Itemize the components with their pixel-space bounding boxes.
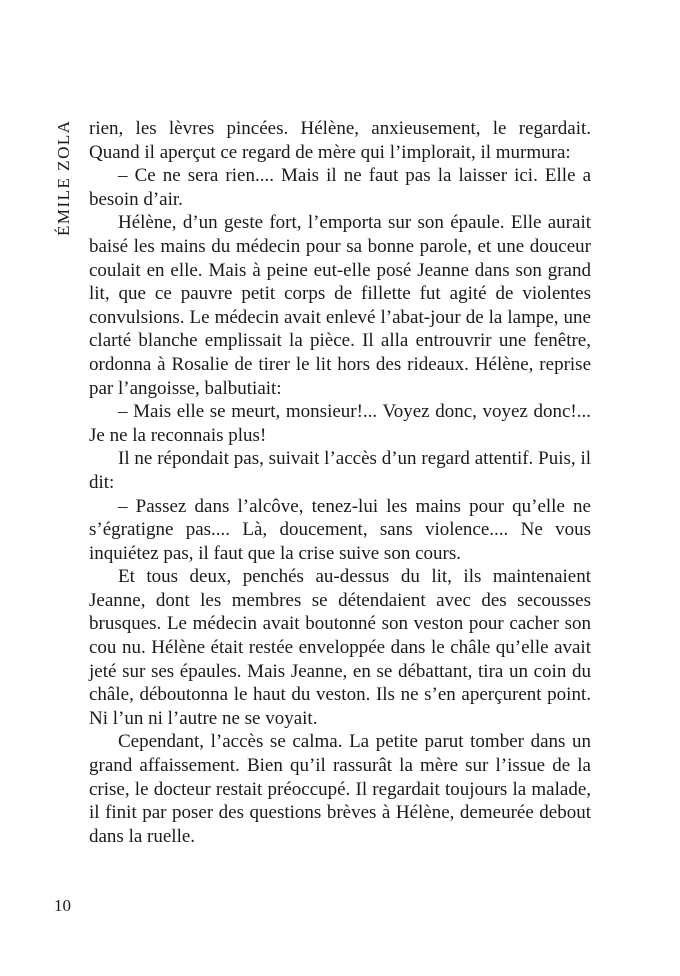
running-head: ÉMILE ZOLA: [54, 119, 73, 236]
page-number: 10: [54, 896, 71, 915]
paragraph: Hélène, d’un geste fort, l’emporta sur son épaule. Elle aurait baisé les mains du médecin pour sa bonne parole, et une douceur coulait en elle. Mais à peine eut-elle posé Jeanne dans son grand lit, que ce pauvre petit corps de fillette fut agité de violentes convulsions. Le médecin avait enlevé l’abat-jour de la lampe, une clarté blanche emplissait la pièce. Il alla entrouvrir une fenêtre, ordonna à Rosalie de tirer le lit hors des rideaux. Hélène, reprise par l’angoisse, balbutiait:: [89, 212, 591, 399]
body-text: [89, 117, 591, 848]
paragraph: – Mais elle se meurt, monsieur!... Voyez donc, voyez donc!... Je ne la reconnais plus!: [89, 401, 591, 446]
paragraph: – Ce ne sera rien.... Mais il ne faut pas la laisser ici. Elle a besoin d’air.: [89, 165, 591, 210]
paragraph: rien, les lèvres pincées. Hélène, anxieusement, le regardait. Quand il aperçut ce regard de mère qui l’implorait, il murmura:: [89, 118, 591, 163]
paragraph: – Passez dans l’alcôve, tenez-lui les mains pour qu’elle ne s’égratigne pas.... Là, doucement, sans violence.... Ne vous inquiétez pas, il faut que la crise suive son cours.: [89, 495, 591, 564]
paragraph: Cependant, l’accès se calma. La petite parut tomber dans un grand affaissement. Bien qu’il rassurât la mère sur l’issue de la crise, le docteur restait préoccupé. Il regardait toujours la malade, il finit par poser des questions brèves à Hélène, demeurée debout dans la ruelle.: [89, 731, 591, 847]
paragraph: Et tous deux, penchés au-dessus du lit, ils maintenaient Jeanne, dont les membres se détendaient avec des secousses brusques. Le médecin avait boutonné son veston pour cacher son cou nu. Hélène était restée enveloppée dans le châle qu’elle avait jeté sur ses épaules. Mais Jeanne, en se débattant, tira un coin du châle, déboutonna le haut du veston. Ils ne s’en aperçurent point. Ni l’un ni l’autre ne se voyait.: [89, 566, 591, 729]
paragraph: Il ne répondait pas, suivait l’accès d’un regard attentif. Puis, il dit:: [89, 448, 591, 493]
